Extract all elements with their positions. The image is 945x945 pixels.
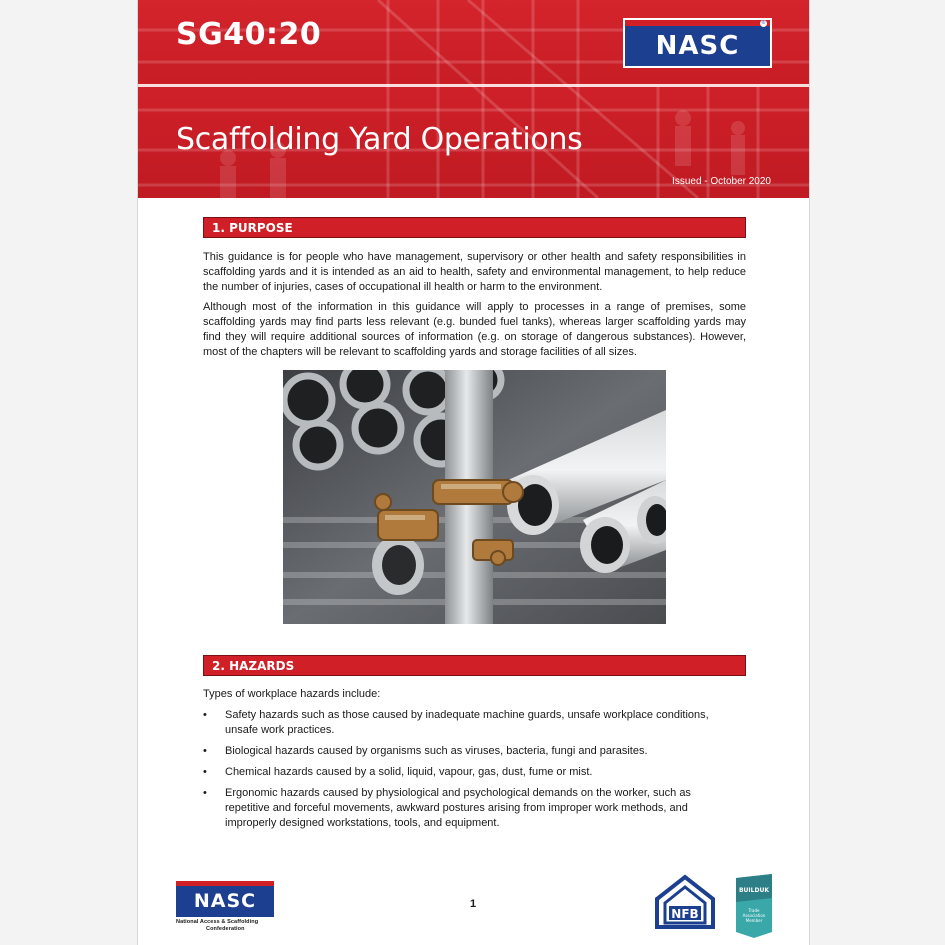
list-item-text: Chemical hazards caused by a solid, liquid, vapour, gas, dust, fume or mist.	[225, 766, 593, 778]
nasc-logo-text: NASC	[193, 890, 257, 912]
nasc-logo-subtitle-line: National Access & Scaffolding	[176, 919, 259, 925]
nasc-logo	[623, 18, 772, 68]
nfb-logo	[653, 873, 717, 929]
bullet: •	[203, 745, 207, 757]
bullet: •	[203, 709, 207, 721]
builduk-logo-subtext: Association	[742, 913, 766, 918]
list-item	[203, 765, 746, 780]
nfb-logo-text: NFB	[671, 907, 699, 921]
nasc-logo-subtitle	[176, 919, 274, 933]
document-code: SG40:20	[176, 17, 322, 52]
issued-date: Issued - October 2020	[672, 176, 771, 187]
section-heading-text: 2. HAZARDS	[212, 659, 295, 673]
nasc-footer-logo	[176, 881, 274, 933]
bullet: •	[203, 787, 207, 799]
section-heading-hazards	[203, 655, 746, 676]
hazards-intro: Types of workplace hazards include:	[203, 688, 381, 700]
builduk-logo	[736, 874, 772, 938]
bullet: •	[203, 766, 207, 778]
document-page	[137, 0, 810, 945]
nasc-logo-text: NASC	[655, 31, 740, 61]
builduk-logo-text: BUILDUK	[738, 887, 770, 894]
list-item	[203, 786, 746, 831]
section-heading-purpose	[203, 217, 746, 238]
list-item	[203, 744, 746, 759]
hazard-list	[203, 708, 746, 837]
builduk-logo-subtext: Trade	[748, 908, 760, 913]
list-item-text: Safety hazards such as those caused by inadequate machine guards, unsafe workplace conditions, unsafe work practices.	[225, 709, 709, 736]
list-item	[203, 708, 746, 738]
paragraph: Although most of the information in this guidance will apply to processes in a range of premises, some scaffolding yards may find parts less relevant (e.g. bunded fuel tanks), whereas larger scaffolding yards may find they will require additional sources of information (e.g. on storage of dangerous substances). However, most of the chapters will be relevant to scaffolding yards and storage facilities of all sizes.	[203, 301, 746, 358]
scaffold-tubes-photo	[283, 370, 666, 624]
page-number: 1	[470, 898, 477, 910]
list-item-text: Biological hazards caused by organisms such as viruses, bacteria, fungi and parasites.	[225, 745, 648, 757]
nasc-logo-subtitle-line: Confederation	[206, 926, 245, 932]
document-title: Scaffolding Yard Operations	[176, 122, 583, 157]
document-header	[138, 0, 809, 198]
builduk-logo-subtext: Member	[745, 918, 763, 923]
section-heading-text: 1. PURPOSE	[212, 221, 293, 235]
list-item-text: Ergonomic hazards caused by physiological and psychological demands on the worker, such as repetitive and forceful movements, awkward postures arising from improper work methods, and improperly designed workstations, tools, and equipment.	[225, 787, 691, 829]
registered-mark: ®	[761, 20, 766, 26]
paragraph: This guidance is for people who have management, supervisory or other health and safety responsibilities in scaffolding yards and it is intended as an aid to health, safety and environmental management, to help reduce the number of injuries, cases of occupational ill health or harm to the environment.	[203, 251, 746, 293]
